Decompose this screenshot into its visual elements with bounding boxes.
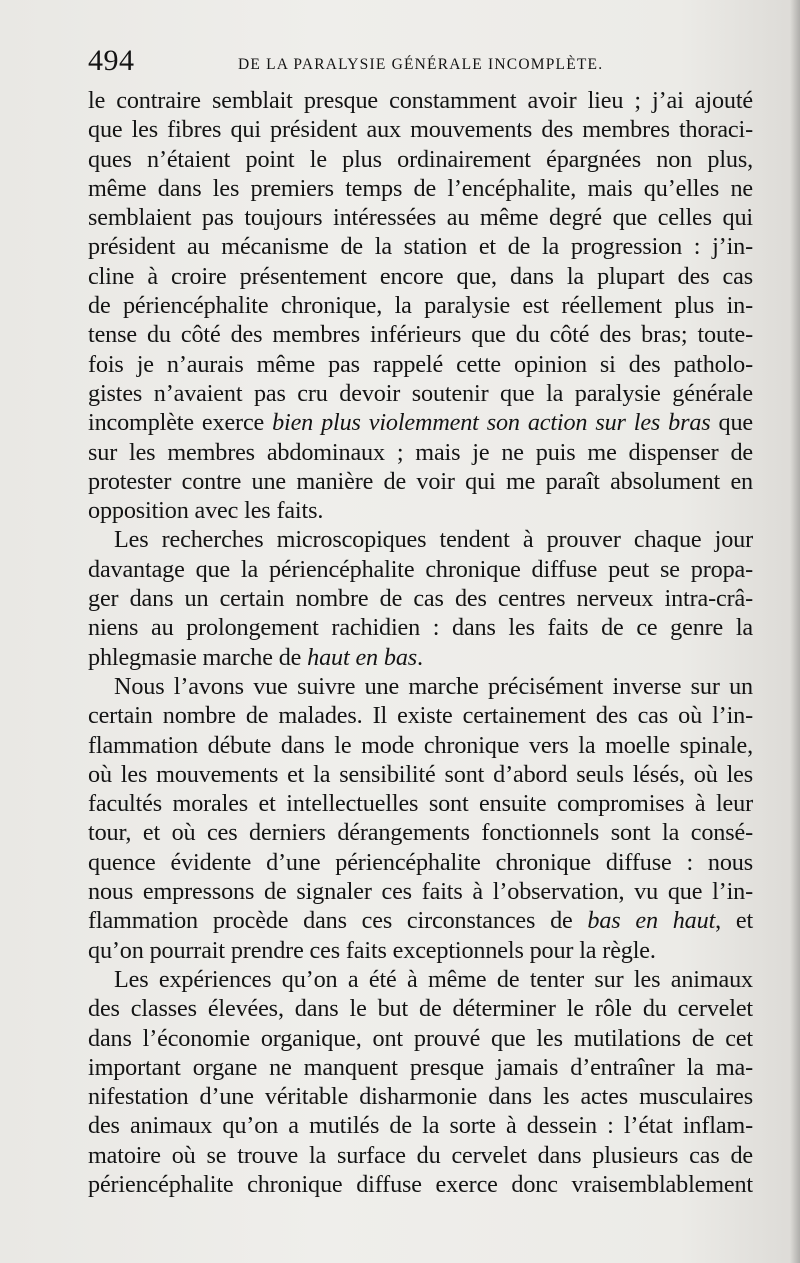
italic-phrase: haut en bas bbox=[307, 643, 418, 671]
text-line: nifestation d’une véritable disharmonie dans les actes musculaires bbox=[88, 1083, 753, 1111]
text-line: gistes n’avaient pas cru devoir soutenir que la paralysie générale bbox=[88, 379, 753, 407]
text-line bbox=[88, 906, 753, 935]
text-line: qu’on pourrait prendre ces faits exceptionnels pour la règle. bbox=[88, 936, 656, 964]
body-text bbox=[88, 86, 753, 1199]
text-line: certain nombre de malades. Il existe certainement des cas où l’in- bbox=[88, 702, 753, 730]
page-number: 494 bbox=[88, 44, 135, 77]
text-line: tour, et où ces derniers dérangements fonctionnels sont la consé- bbox=[88, 819, 753, 847]
text-run: flammation procède dans ces circonstances de bbox=[88, 907, 588, 935]
text-line: Les expériences qu’on a été à même de tenter sur les animaux bbox=[114, 965, 753, 993]
text-line: ques n’étaient point le plus ordinairement épargnées non plus, bbox=[88, 145, 753, 173]
text-line bbox=[88, 408, 753, 437]
text-line: facultés morales et intellectuelles sont ensuite compromises à leur bbox=[88, 790, 753, 818]
text-line: important organe ne manquent presque jamais d’entraîner la ma- bbox=[88, 1053, 753, 1081]
text-line: dans l’économie organique, ont prouvé que les mutilations de cet bbox=[88, 1024, 753, 1052]
italic-phrase: bas en haut bbox=[587, 907, 716, 935]
text-line: où les mouvements et la sensibilité sont d’abord seuls lésés, où les bbox=[88, 760, 753, 788]
text-run: que bbox=[710, 409, 753, 437]
text-line: des animaux qu’on a mutilés de la sorte à dessein : l’état inflam- bbox=[88, 1112, 753, 1140]
text-line: des classes élevées, dans le but de déterminer le rôle du cervelet bbox=[88, 995, 753, 1023]
text-run: phlegmasie marche de bbox=[88, 643, 308, 671]
text-line: protester contre une manière de voir qui me paraît absolument en bbox=[88, 467, 753, 495]
text-line bbox=[88, 643, 753, 672]
text-run: , et bbox=[715, 907, 754, 935]
text-line: le contraire semblait presque constamment avoir lieu ; j’ai ajouté bbox=[88, 87, 753, 114]
running-title: DE LA PARALYSIE GÉNÉRALE INCOMPLÈTE. bbox=[238, 56, 604, 73]
text-line: cline à croire présentement encore que, dans la plupart des cas bbox=[88, 262, 753, 290]
text-line: Les recherches microscopiques tendent à prouver chaque jour bbox=[114, 526, 753, 554]
text-line: matoire où se trouve la surface du cervelet dans plusieurs cas de bbox=[88, 1141, 753, 1169]
text-line: tense du côté des membres inférieurs que du côté des bras; toute- bbox=[88, 321, 753, 349]
italic-phrase: bien plus violemment son action sur les bras bbox=[272, 409, 711, 437]
text-line: même dans les premiers temps de l’encéphalite, mais qu’elles ne bbox=[88, 174, 753, 202]
text-line: quence évidente d’une périencéphalite chronique diffuse : nous bbox=[88, 848, 753, 876]
text-line: ger dans un certain nombre de cas des centres nerveux intra-crâ- bbox=[88, 585, 753, 613]
text-line: périencéphalite chronique diffuse exerce donc vraisemblablement bbox=[88, 1170, 753, 1198]
text-line: davantage que la périencéphalite chronique diffuse peut se propa- bbox=[88, 555, 753, 583]
text-line: semblaient pas toujours intéressées au même degré que celles qui bbox=[88, 204, 753, 232]
text-line: de périencéphalite chronique, la paralysie est réellement plus in- bbox=[88, 292, 753, 320]
page-header bbox=[88, 44, 753, 78]
text-line: président au mécanisme de la station et de la progression : j’in- bbox=[88, 233, 753, 261]
text-line: Nous l’avons vue suivre une marche précisément inverse sur un bbox=[114, 672, 753, 700]
text-line: flammation débute dans le mode chronique vers la moelle spinale, bbox=[88, 731, 753, 759]
text-line: niens au prolongement rachidien : dans les faits de ce genre la bbox=[88, 614, 753, 642]
text-run: incomplète exerce bbox=[88, 409, 273, 437]
text-line: nous empressons de signaler ces faits à l’observation, vu que l’in- bbox=[88, 878, 753, 906]
text-line: que les fibres qui président aux mouvements des membres thoraci- bbox=[88, 116, 753, 144]
text-run: . bbox=[417, 643, 423, 671]
text-line: sur les membres abdominaux ; mais je ne puis me dispenser de bbox=[88, 438, 753, 466]
text-line: fois je n’aurais même pas rappelé cette opinion si des patholo- bbox=[88, 350, 753, 378]
page-edge-shadow bbox=[790, 0, 800, 1263]
text-line: opposition avec les faits. bbox=[88, 497, 324, 525]
